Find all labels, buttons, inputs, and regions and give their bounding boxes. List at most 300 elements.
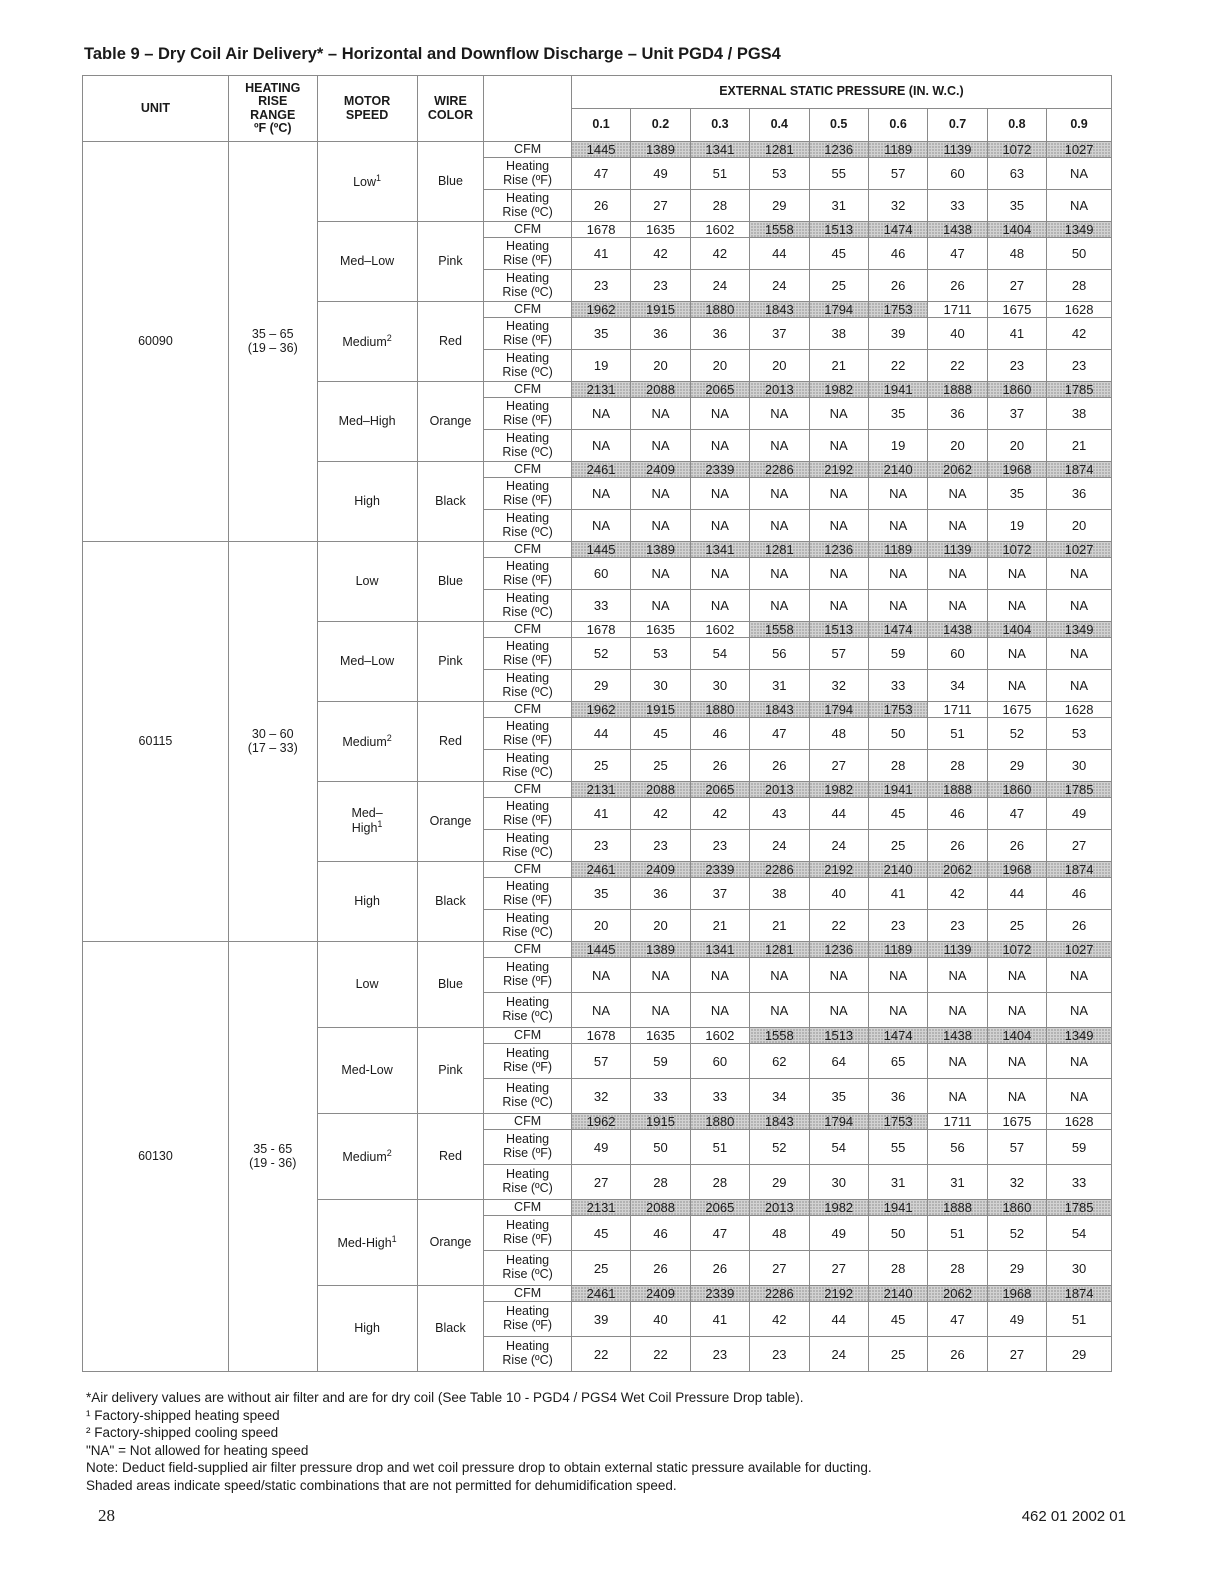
rise-f-value: 44 (809, 1302, 868, 1337)
rise-f-value: 49 (631, 158, 690, 190)
rise-f-value: 41 (571, 238, 630, 270)
cfm-value: 2062 (928, 862, 987, 878)
footnote-marker: 1 (376, 172, 382, 183)
rise-c-value: 23 (1047, 350, 1112, 382)
cfm-value: 1474 (868, 1028, 927, 1044)
rise-f-value: 49 (1047, 798, 1112, 830)
rise-c-value: 29 (571, 670, 630, 702)
cfm-value: 1474 (868, 222, 927, 238)
rise-c-value: 28 (1047, 270, 1112, 302)
rise-f-value: NA (631, 398, 690, 430)
cfm-value: 1635 (631, 1028, 690, 1044)
cfm-value: 1438 (928, 1028, 987, 1044)
table-row (83, 542, 1112, 558)
wire-color-cell: Blue (417, 142, 484, 222)
header-pressure-0.8: 0.8 (987, 109, 1046, 142)
row-label-cfm: CFM (484, 622, 572, 638)
rise-range-cell: 35 – 65 (19 – 36) (228, 142, 317, 542)
unit-cell: 60130 (83, 942, 229, 1372)
rise-c-value: 27 (1047, 830, 1112, 862)
rise-c-value: 33 (928, 190, 987, 222)
rise-c-value: 26 (690, 1251, 749, 1286)
rise-c-value: 19 (987, 510, 1046, 542)
row-label-rise-c: Heating Rise (ºC) (484, 190, 572, 222)
rise-f-value: 36 (690, 318, 749, 350)
rise-f-value: NA (987, 638, 1046, 670)
rise-f-value: 59 (1047, 1130, 1112, 1165)
rise-f-value: NA (750, 478, 809, 510)
air-delivery-table (82, 75, 1112, 1372)
row-label-rise-f: Heating Rise (ºF) (484, 1302, 572, 1337)
cfm-value: 1941 (868, 782, 927, 798)
rise-f-value: 38 (809, 318, 868, 350)
note-cooling-speed: ² Factory-shipped cooling speed (86, 1425, 279, 1440)
motor-speed-cell: Medium$^2$ (317, 702, 417, 782)
rise-c-value: NA (928, 993, 987, 1028)
rise-f-value: 51 (928, 1216, 987, 1251)
rise-c-value: 27 (809, 750, 868, 782)
rise-f-value: 45 (868, 1302, 927, 1337)
rise-f-value: 51 (928, 718, 987, 750)
rise-c-value: NA (690, 430, 749, 462)
rise-c-value: 20 (631, 350, 690, 382)
rise-c-value: NA (987, 1079, 1046, 1114)
row-label-rise-c: Heating Rise (ºC) (484, 270, 572, 302)
rise-f-value: 41 (690, 1302, 749, 1337)
cfm-value: 1874 (1047, 1286, 1112, 1302)
note-deduct: Note: Deduct field-supplied air filter pressure drop and wet coil pressure drop to obtain external static pressure available for ducting. (86, 1460, 872, 1475)
row-label-cfm: CFM (484, 142, 572, 158)
rise-f-value: NA (1047, 1044, 1112, 1079)
row-label-rise-f: Heating Rise (ºF) (484, 1044, 572, 1079)
header-wire-color: WIRE COLOR (417, 76, 484, 142)
cfm-value: 1513 (809, 622, 868, 638)
rise-c-value: 23 (631, 270, 690, 302)
rise-f-value: NA (928, 558, 987, 590)
rise-c-value: 28 (690, 190, 749, 222)
wire-color-cell: Pink (417, 222, 484, 302)
cfm-value: 1558 (750, 222, 809, 238)
rise-c-value: 21 (750, 910, 809, 942)
rise-c-value: 33 (631, 1079, 690, 1114)
rise-c-value: 28 (868, 1251, 927, 1286)
cfm-value: 1785 (1047, 782, 1112, 798)
header-rise-range: HEATING RISE RANGE ºF (ºC) (228, 76, 317, 142)
motor-speed-cell: Med-High$^1$ (317, 1200, 417, 1286)
rise-f-value: 41 (987, 318, 1046, 350)
rise-f-value: NA (1047, 638, 1112, 670)
rise-c-value: NA (809, 590, 868, 622)
rise-f-value: 56 (750, 638, 809, 670)
rise-c-value: 28 (928, 1251, 987, 1286)
cfm-value: 1794 (809, 302, 868, 318)
rise-c-value: NA (750, 510, 809, 542)
cfm-value: 1711 (928, 1114, 987, 1130)
rise-c-value: 28 (690, 1165, 749, 1200)
row-label-rise-f: Heating Rise (ºF) (484, 558, 572, 590)
rise-c-value: NA (1047, 993, 1112, 1028)
cfm-value: 2131 (571, 1200, 630, 1216)
header-unit: UNIT (83, 76, 229, 142)
rise-f-value: 36 (928, 398, 987, 430)
cfm-value: 1785 (1047, 382, 1112, 398)
rise-c-value: 20 (690, 350, 749, 382)
cfm-value: 2065 (690, 382, 749, 398)
rise-c-value: 20 (1047, 510, 1112, 542)
rise-f-value: 51 (690, 158, 749, 190)
rise-f-value: NA (750, 558, 809, 590)
rise-f-value: 60 (690, 1044, 749, 1079)
row-label-rise-c: Heating Rise (ºC) (484, 750, 572, 782)
rise-f-value: 44 (571, 718, 630, 750)
row-label-rise-c: Heating Rise (ºC) (484, 510, 572, 542)
rise-c-value: 31 (750, 670, 809, 702)
rise-c-value: 32 (809, 670, 868, 702)
motor-speed-cell: High (317, 1286, 417, 1372)
header-motor-speed: MOTOR SPEED (317, 76, 417, 142)
cfm-value: 1139 (928, 942, 987, 958)
rise-c-value: NA (868, 590, 927, 622)
rise-c-value: 25 (987, 910, 1046, 942)
row-label-rise-c: Heating Rise (ºC) (484, 1165, 572, 1200)
row-label-cfm: CFM (484, 1200, 572, 1216)
rise-f-value: NA (809, 398, 868, 430)
rise-c-value: 27 (571, 1165, 630, 1200)
rise-f-value: NA (750, 398, 809, 430)
cfm-value: 1794 (809, 702, 868, 718)
rise-f-value: 60 (928, 638, 987, 670)
motor-speed-cell: Med-Low (317, 1028, 417, 1114)
rise-c-value: 24 (809, 1337, 868, 1372)
row-label-rise-f: Heating Rise (ºF) (484, 958, 572, 993)
rise-c-value: 26 (571, 190, 630, 222)
cfm-value: 2140 (868, 462, 927, 478)
wire-color-cell: Orange (417, 382, 484, 462)
cfm-value: 2339 (690, 462, 749, 478)
rise-c-value: 26 (987, 830, 1046, 862)
cfm-value: 1915 (631, 702, 690, 718)
rise-f-value: 54 (809, 1130, 868, 1165)
rise-f-value: 41 (868, 878, 927, 910)
rise-c-value: 33 (571, 590, 630, 622)
rise-f-value: 36 (1047, 478, 1112, 510)
page-number: 28 (98, 1506, 115, 1525)
rise-f-value: 48 (987, 238, 1046, 270)
wire-color-cell: Red (417, 1114, 484, 1200)
rise-c-value: 22 (571, 1337, 630, 1372)
rise-c-value: 25 (571, 750, 630, 782)
rise-c-value: 25 (571, 1251, 630, 1286)
rise-f-value: 55 (868, 1130, 927, 1165)
cfm-value: 1843 (750, 302, 809, 318)
rise-f-value: 53 (750, 158, 809, 190)
rise-c-value: 26 (690, 750, 749, 782)
cfm-value: 2088 (631, 782, 690, 798)
motor-speed-cell: Low$^1$ (317, 142, 417, 222)
rise-c-value: 24 (750, 830, 809, 862)
row-label-rise-c: Heating Rise (ºC) (484, 1337, 572, 1372)
cfm-value: 2013 (750, 382, 809, 398)
rise-c-value: 23 (750, 1337, 809, 1372)
rise-f-value: 50 (1047, 238, 1112, 270)
cfm-value: 1281 (750, 542, 809, 558)
rise-f-value: NA (631, 558, 690, 590)
rise-c-value: 22 (809, 910, 868, 942)
cfm-value: 1675 (987, 302, 1046, 318)
rise-f-value: 50 (868, 1216, 927, 1251)
rise-c-value: NA (571, 510, 630, 542)
row-label-rise-c: Heating Rise (ºC) (484, 1079, 572, 1114)
rise-f-value: 38 (1047, 398, 1112, 430)
cfm-value: 1860 (987, 382, 1046, 398)
rise-c-value: 30 (631, 670, 690, 702)
wire-color-cell: Red (417, 302, 484, 382)
cfm-value: 1027 (1047, 542, 1112, 558)
rise-c-value: 25 (631, 750, 690, 782)
rise-f-value: 52 (987, 718, 1046, 750)
cfm-value: 1874 (1047, 462, 1112, 478)
cfm-value: 1236 (809, 142, 868, 158)
row-label-rise-f: Heating Rise (ºF) (484, 238, 572, 270)
note-air-delivery: *Air delivery values are without air filter and are for dry coil (See Table 10 - PGD4 / PGS4 Wet Coil Pressure Drop table). (86, 1390, 804, 1405)
rise-c-value: NA (1047, 670, 1112, 702)
row-label-rise-c: Heating Rise (ºC) (484, 1251, 572, 1286)
cfm-value: 1072 (987, 942, 1046, 958)
row-label-cfm: CFM (484, 862, 572, 878)
row-label-cfm: CFM (484, 702, 572, 718)
cfm-value: 1880 (690, 302, 749, 318)
rise-c-value: NA (750, 993, 809, 1028)
rise-c-value: 23 (690, 830, 749, 862)
rise-f-value: 36 (631, 318, 690, 350)
cfm-value: 1445 (571, 142, 630, 158)
cfm-value: 1438 (928, 622, 987, 638)
rise-c-value: 31 (868, 1165, 927, 1200)
rise-f-value: 59 (868, 638, 927, 670)
cfm-value: 2131 (571, 782, 630, 798)
rise-f-value: NA (928, 958, 987, 993)
cfm-value: 1189 (868, 142, 927, 158)
cfm-value: 1678 (571, 622, 630, 638)
rise-c-value: 29 (987, 750, 1046, 782)
cfm-value: 2339 (690, 862, 749, 878)
rise-f-value: 42 (631, 798, 690, 830)
motor-speed-cell: High (317, 462, 417, 542)
cfm-value: 2062 (928, 1286, 987, 1302)
rise-f-value: 46 (868, 238, 927, 270)
rise-c-value: 35 (809, 1079, 868, 1114)
rise-c-value: NA (690, 510, 749, 542)
rise-c-value: 26 (868, 270, 927, 302)
rise-f-value: 52 (750, 1130, 809, 1165)
note-shaded: Shaded areas indicate speed/static combinations that are not permitted for dehumidification speed. (86, 1477, 677, 1493)
header-pressure-0.4: 0.4 (750, 109, 809, 142)
cfm-value: 2409 (631, 1286, 690, 1302)
rise-f-value: 37 (750, 318, 809, 350)
rise-f-value: 46 (631, 1216, 690, 1251)
rise-f-value: 57 (809, 638, 868, 670)
cfm-value: 1438 (928, 222, 987, 238)
wire-color-cell: Blue (417, 542, 484, 622)
rise-range-cell: 35 - 65 (19 - 36) (228, 942, 317, 1372)
cfm-value: 1236 (809, 942, 868, 958)
rise-c-value: 20 (750, 350, 809, 382)
rise-f-value: NA (631, 958, 690, 993)
motor-speed-cell: Medium$^2$ (317, 302, 417, 382)
cfm-value: 1968 (987, 1286, 1046, 1302)
rise-f-value: 41 (571, 798, 630, 830)
row-label-rise-f: Heating Rise (ºF) (484, 718, 572, 750)
cfm-value: 2461 (571, 1286, 630, 1302)
cfm-value: 1711 (928, 302, 987, 318)
wire-color-cell: Orange (417, 1200, 484, 1286)
rise-c-value: 26 (928, 270, 987, 302)
rise-c-value: NA (928, 510, 987, 542)
rise-c-value: 29 (987, 1251, 1046, 1286)
header-pressure-0.5: 0.5 (809, 109, 868, 142)
wire-color-cell: Blue (417, 942, 484, 1028)
rise-c-value: 27 (987, 270, 1046, 302)
rise-c-value: 25 (868, 1337, 927, 1372)
rise-f-value: 47 (750, 718, 809, 750)
rise-c-value: 19 (868, 430, 927, 462)
wire-color-cell: Pink (417, 622, 484, 702)
row-label-cfm: CFM (484, 542, 572, 558)
rise-c-value: NA (987, 590, 1046, 622)
rise-c-value: NA (987, 993, 1046, 1028)
row-label-rise-c: Heating Rise (ºC) (484, 590, 572, 622)
cfm-value: 1602 (690, 222, 749, 238)
footnote-marker: 2 (386, 1147, 392, 1158)
rise-f-value: NA (690, 558, 749, 590)
rise-c-value: NA (928, 1079, 987, 1114)
cfm-value: 1915 (631, 1114, 690, 1130)
row-label-cfm: CFM (484, 942, 572, 958)
rise-f-value: NA (690, 958, 749, 993)
rise-c-value: 23 (868, 910, 927, 942)
motor-speed-cell: Med–Low (317, 222, 417, 302)
row-label-rise-c: Heating Rise (ºC) (484, 830, 572, 862)
rise-c-value: 34 (750, 1079, 809, 1114)
rise-c-value: 25 (868, 830, 927, 862)
rise-f-value: NA (690, 398, 749, 430)
rise-f-value: 45 (868, 798, 927, 830)
row-label-cfm: CFM (484, 782, 572, 798)
rise-f-value: 49 (809, 1216, 868, 1251)
cfm-value: 1675 (987, 1114, 1046, 1130)
cfm-value: 2339 (690, 1286, 749, 1302)
cfm-value: 1635 (631, 622, 690, 638)
row-label-cfm: CFM (484, 462, 572, 478)
cfm-value: 1349 (1047, 222, 1112, 238)
cfm-value: 1628 (1047, 302, 1112, 318)
rise-c-value: 27 (987, 1337, 1046, 1372)
footnotes (86, 1389, 872, 1494)
header-row-type (484, 76, 572, 142)
motor-speed-cell: Medium$^2$ (317, 1114, 417, 1200)
row-label-rise-c: Heating Rise (ºC) (484, 350, 572, 382)
rise-c-value: 31 (928, 1165, 987, 1200)
cfm-value: 1678 (571, 1028, 630, 1044)
cfm-value: 1678 (571, 222, 630, 238)
rise-f-value: NA (1047, 958, 1112, 993)
rise-c-value: 27 (809, 1251, 868, 1286)
cfm-value: 1404 (987, 222, 1046, 238)
rise-c-value: 28 (868, 750, 927, 782)
cfm-value: 1860 (987, 782, 1046, 798)
rise-c-value: NA (631, 590, 690, 622)
rise-f-value: 42 (631, 238, 690, 270)
cfm-value: 1139 (928, 542, 987, 558)
cfm-value: 1139 (928, 142, 987, 158)
rise-c-value: 26 (928, 1337, 987, 1372)
rise-c-value: 26 (928, 830, 987, 862)
rise-f-value: NA (809, 558, 868, 590)
cfm-value: 2013 (750, 782, 809, 798)
wire-color-cell: Pink (417, 1028, 484, 1114)
rise-c-value: 32 (987, 1165, 1046, 1200)
motor-speed-cell: Med–High (317, 382, 417, 462)
rise-c-value: 23 (690, 1337, 749, 1372)
cfm-value: 1880 (690, 1114, 749, 1130)
header-esp: EXTERNAL STATIC PRESSURE (IN. W.C.) (571, 76, 1111, 109)
rise-c-value: 20 (928, 430, 987, 462)
rise-f-value: NA (571, 958, 630, 993)
rise-f-value: NA (928, 478, 987, 510)
cfm-value: 1628 (1047, 702, 1112, 718)
rise-f-value: 65 (868, 1044, 927, 1079)
row-label-cfm: CFM (484, 382, 572, 398)
rise-f-value: 44 (987, 878, 1046, 910)
cfm-value: 1843 (750, 702, 809, 718)
rise-c-value: 27 (631, 190, 690, 222)
rise-f-value: 37 (987, 398, 1046, 430)
rise-c-value: 30 (1047, 750, 1112, 782)
cfm-value: 1281 (750, 142, 809, 158)
rise-c-value: 27 (750, 1251, 809, 1286)
rise-c-value: 22 (928, 350, 987, 382)
cfm-value: 1874 (1047, 862, 1112, 878)
cfm-value: 2409 (631, 462, 690, 478)
rise-f-value: 56 (928, 1130, 987, 1165)
rise-f-value: 60 (571, 558, 630, 590)
cfm-value: 1341 (690, 142, 749, 158)
rise-f-value: 53 (631, 638, 690, 670)
rise-c-value: 33 (868, 670, 927, 702)
rise-f-value: NA (690, 478, 749, 510)
rise-f-value: NA (868, 558, 927, 590)
header-pressure-0.2: 0.2 (631, 109, 690, 142)
cfm-value: 2461 (571, 862, 630, 878)
row-label-cfm: CFM (484, 1286, 572, 1302)
cfm-value: 1628 (1047, 1114, 1112, 1130)
rise-c-value: NA (631, 993, 690, 1028)
header-pressure-0.3: 0.3 (690, 109, 749, 142)
rise-f-value: 42 (750, 1302, 809, 1337)
motor-speed-cell: Low (317, 942, 417, 1028)
rise-f-value: 42 (1047, 318, 1112, 350)
rise-f-value: 57 (987, 1130, 1046, 1165)
rise-c-value: 30 (809, 1165, 868, 1200)
row-label-cfm: CFM (484, 302, 572, 318)
cfm-value: 1072 (987, 142, 1046, 158)
cfm-value: 1794 (809, 1114, 868, 1130)
cfm-value: 1389 (631, 542, 690, 558)
rise-f-value: 49 (571, 1130, 630, 1165)
row-label-rise-c: Heating Rise (ºC) (484, 670, 572, 702)
rise-f-value: 35 (571, 878, 630, 910)
rise-f-value: NA (987, 1044, 1046, 1079)
